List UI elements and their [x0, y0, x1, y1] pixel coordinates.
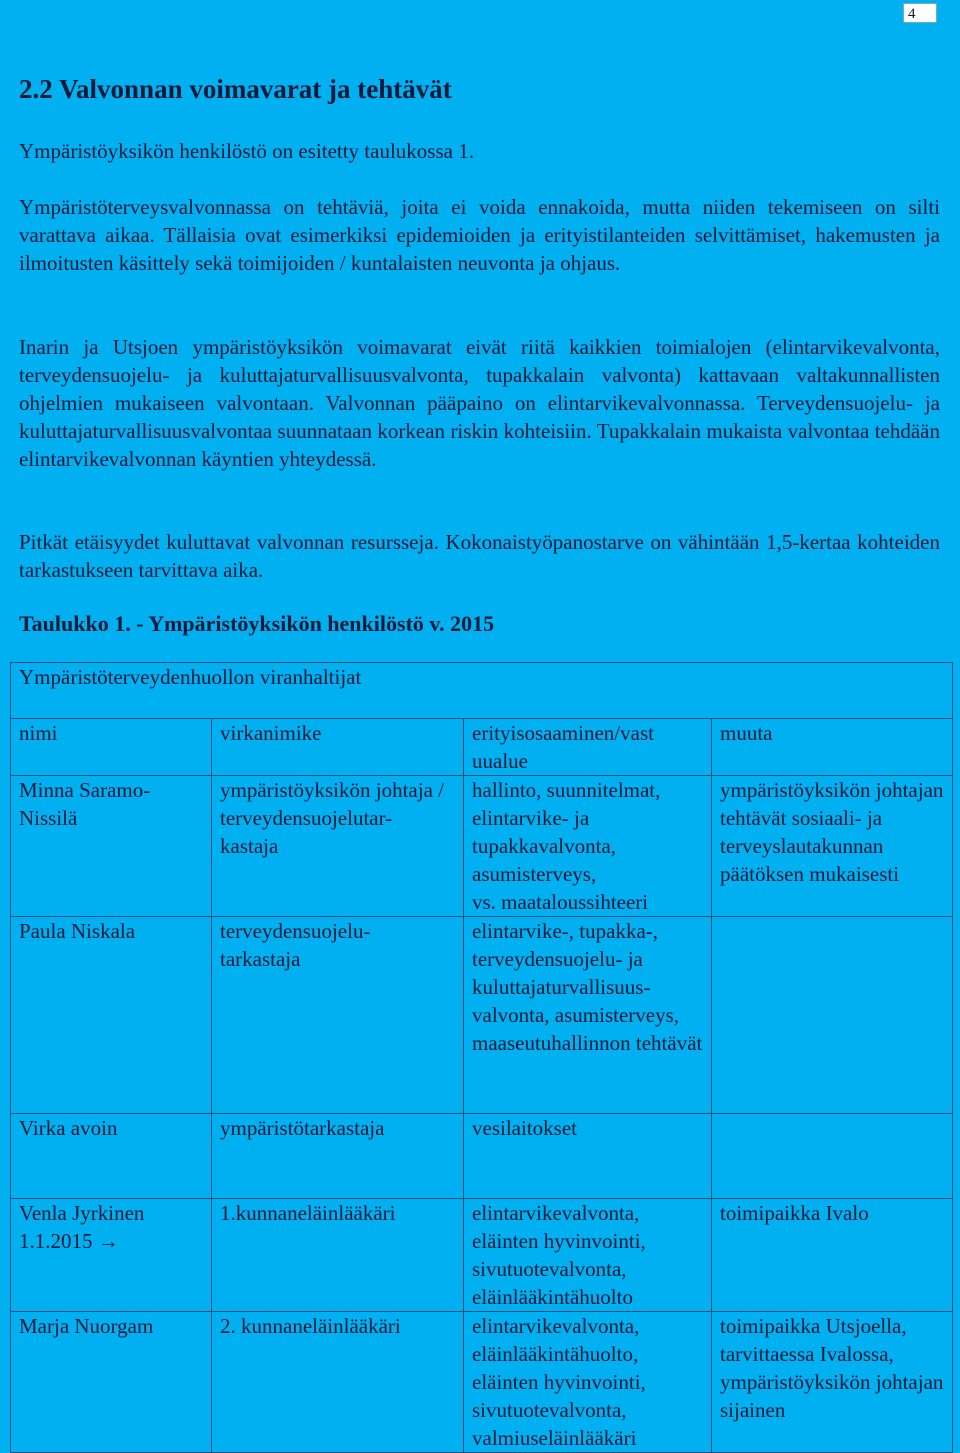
- table-row: [11, 776, 953, 917]
- cell-name: Virka avoin: [11, 1114, 212, 1199]
- table-header-row: [11, 719, 953, 776]
- cell-expertise: vesilaitokset: [464, 1114, 712, 1199]
- staff-table: [10, 662, 953, 1453]
- cell-title: ympäristöyksikön johtaja / terveydensuojelutar- kastaja: [212, 776, 464, 917]
- column-header-other: muuta: [712, 719, 953, 776]
- table-caption: Taulukko 1. - Ympäristöyksikön henkilöstö v. 2015: [19, 611, 495, 636]
- cell-other: [712, 1114, 953, 1199]
- page-number: 4: [903, 3, 937, 23]
- cell-other: toimipaikka Utsjoella, tarvittaessa Ivalossa, ympäristöyksikön johtajan sijainen: [712, 1312, 953, 1453]
- section-heading: 2.2 Valvonnan voimavarat ja tehtävät: [19, 74, 452, 104]
- column-header-title: virkanimike: [212, 719, 464, 776]
- column-header-expertise: erityisosaaminen/vast uualue: [464, 719, 712, 776]
- cell-expertise: elintarvikevalvonta, eläinten hyvinvointi, sivutuotevalvonta, eläinlääkintähuolto: [464, 1199, 712, 1312]
- cell-expertise: elintarvike-, tupakka-, terveydensuojelu- ja kuluttajaturvallisuus- valvonta, asumisterveys, maaseutuhallinnon tehtävät: [464, 917, 712, 1114]
- paragraph-tasks: Ympäristöterveysvalvonnassa on tehtäviä, joita ei voida ennakoida, mutta niiden tekemiseen on silti varattava aikaa. Tällaisia ovat esimerkiksi epidemioiden ja erityistilanteiden selvittämiset, hakemusten ja ilmoitusten käsittely sekä toimijoiden / kuntalaisten neuvonta ja ohjaus.: [19, 195, 940, 275]
- table-section-header-row: [11, 663, 953, 719]
- paragraph-resources: Inarin ja Utsjoen ympäristöyksikön voimavarat eivät riitä kaikkien toimialojen (elintarvikevalvonta, terveydensuojelu- ja kuluttajaturvallisuusvalvonta, tupakkalain valvonta) kattavaan valtakunnallisten ohjelmien mukaiseen valvontaan. Valvonnan pääpaino on elintarvikevalvonnassa. Terveydensuojelu- ja kuluttajaturvallisuusvalvontaa suunnataan korkean riskin kohteisiin. Tupakkalain mukaista valvontaa tehdään elintarvikevalvonnan käyntien yhteydessä.: [19, 335, 940, 471]
- cell-name: Minna Saramo- Nissilä: [11, 776, 212, 917]
- paragraph-distances: Pitkät etäisyydet kuluttavat valvonnan resursseja. Kokonaistyöpanostarve on vähintään 1,5-kertaa kohteiden tarkastukseen tarvittava aika.: [19, 530, 940, 582]
- cell-expertise: hallinto, suunnitelmat, elintarvike- ja tupakkavalvonta, asumisterveys, vs. maataloussihteeri: [464, 776, 712, 917]
- cell-other: [712, 917, 953, 1114]
- table-section-header: Ympäristöterveydenhuollon viranhaltijat: [11, 663, 953, 719]
- table-row: [11, 917, 953, 1114]
- cell-title: ympäristötarkastaja: [212, 1114, 464, 1199]
- table-row: [11, 1312, 953, 1453]
- cell-name: Venla Jyrkinen 1.1.2015 →: [11, 1199, 212, 1312]
- cell-other: toimipaikka Ivalo: [712, 1199, 953, 1312]
- table-row: [11, 1114, 953, 1199]
- cell-name: Paula Niskala: [11, 917, 212, 1114]
- cell-expertise: elintarvikevalvonta, eläinlääkintähuolto, eläinten hyvinvointi, sivutuotevalvonta, valmiuseläinlääkäri: [464, 1312, 712, 1453]
- cell-name: Marja Nuorgam: [11, 1312, 212, 1453]
- cell-title: 2. kunnaneläinlääkäri: [212, 1312, 464, 1453]
- table-row: [11, 1199, 953, 1312]
- cell-title: 1.kunnaneläinlääkäri: [212, 1199, 464, 1312]
- paragraph-intro: Ympäristöyksikön henkilöstö on esitetty taulukossa 1.: [19, 139, 474, 163]
- cell-other: ympäristöyksikön johtajan tehtävät sosiaali- ja terveyslautakunnan päätöksen mukaisesti: [712, 776, 953, 917]
- column-header-name: nimi: [11, 719, 212, 776]
- cell-title: terveydensuojelu- tarkastaja: [212, 917, 464, 1114]
